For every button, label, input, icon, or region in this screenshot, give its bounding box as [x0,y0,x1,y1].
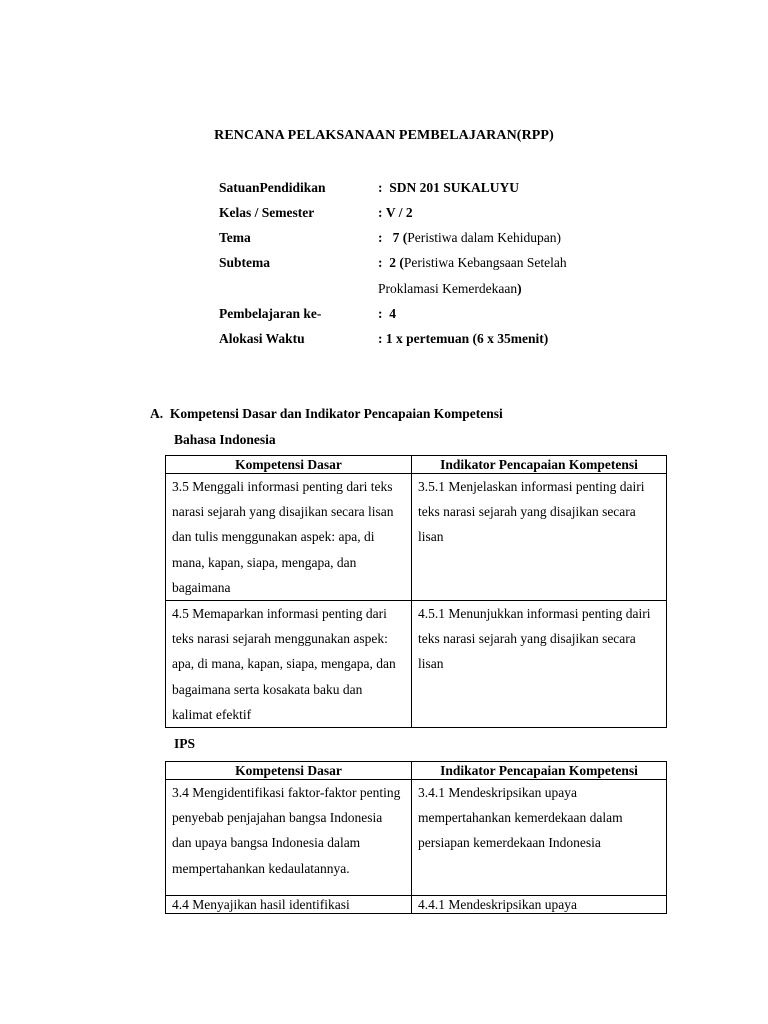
header-kompetensi-dasar: Kompetensi Dasar [166,762,412,780]
colon: : [378,306,383,321]
colon: : [378,205,383,220]
table-row [166,474,667,601]
identity-value [378,304,396,324]
colon: : [378,230,383,245]
cell-ipk: 4.4.1 Mendeskripsikan upaya [412,896,667,914]
table-ips [165,761,667,914]
table-row [166,601,667,728]
identity-value [378,228,561,248]
identity-value-plain: Peristiwa dalam Kehidupan) [407,230,561,245]
table-header-row [166,456,667,474]
identity-value-bold: V / 2 [385,205,413,220]
identity-label: Subtema [219,255,271,270]
section-marker: A. [150,406,164,421]
table-header-row [166,762,667,780]
identity-value-plain: Peristiwa Kebangsaan Setelah [403,255,567,270]
identity-label: Alokasi Waktu [219,331,305,346]
section-a-heading [150,404,503,424]
colon: : [378,180,383,195]
table-row [166,780,667,896]
identity-value-plain: Proklamasi Kemerdekaan [378,281,518,296]
identity-label: Tema [219,230,251,245]
cell-kd: 4.4 Menyajikan hasil identifikasi [166,896,412,914]
identity-label: Pembelajaran ke- [219,306,322,321]
subject-heading-bahasa: Bahasa Indonesia [174,432,276,447]
cell-kd: 3.4 Mengidentifikasi faktor-faktor penting penyebab penjajahan bangsa Indonesia dan upaya bangsa Indonesia dalam mempertahankan kedaulatannya. [166,780,412,896]
identity-value-bold: 7 ( [392,230,408,245]
header-indikator: Indikator Pencapaian Kompetensi [412,456,667,474]
colon: : [378,255,383,270]
identity-value [378,253,567,273]
table-bahasa-indonesia [165,455,667,728]
identity-value-bold: SDN 201 SUKALUYU [389,180,520,195]
colon: : [378,331,383,346]
cell-ipk: 4.5.1 Menunjukkan informasi penting dairi teks narasi sejarah yang disajikan secara lisan [412,601,667,728]
cell-kd: 4.5 Memaparkan informasi penting dari teks narasi sejarah menggunakan aspek: apa, di mana, kapan, siapa, mengapa, dan bagaimana serta kosakata baku dan kalimat efektif [166,601,412,728]
document-title: RENCANA PELAKSANAAN PEMBELAJARAN(RPP) [214,128,554,143]
cell-ipk: 3.4.1 Mendeskripsikan upaya mempertahankan kemerdekaan dalam persiapan kemerdekaan Indonesia [412,780,667,896]
cell-ipk: 3.5.1 Menjelaskan informasi penting dairi teks narasi sejarah yang disajikan secara lisan [412,474,667,601]
table-row [166,896,667,914]
identity-value [378,203,413,223]
identity-value [378,329,548,349]
identity-value-tail: ) [517,281,522,296]
identity-label: SatuanPendidikan [219,180,326,195]
subject-heading-ips: IPS [174,736,196,751]
identity-value-bold: 2 ( [389,255,404,270]
cell-kd: 3.5 Menggali informasi penting dari teks narasi sejarah yang disajikan secara lisan dan tulis menggunakan aspek: apa, di mana, kapan, siapa, mengapa, dan bagaimana [166,474,412,601]
header-indikator: Indikator Pencapaian Kompetensi [412,762,667,780]
section-title: Kompetensi Dasar dan Indikator Pencapaian Kompetensi [169,406,503,421]
identity-value-bold: 4 [389,306,396,321]
identity-value [378,178,519,198]
identity-label: Kelas / Semester [219,205,315,220]
header-kompetensi-dasar: Kompetensi Dasar [166,456,412,474]
identity-value [378,279,522,299]
identity-value-bold: 1 x pertemuan (6 x 35menit) [385,331,549,346]
